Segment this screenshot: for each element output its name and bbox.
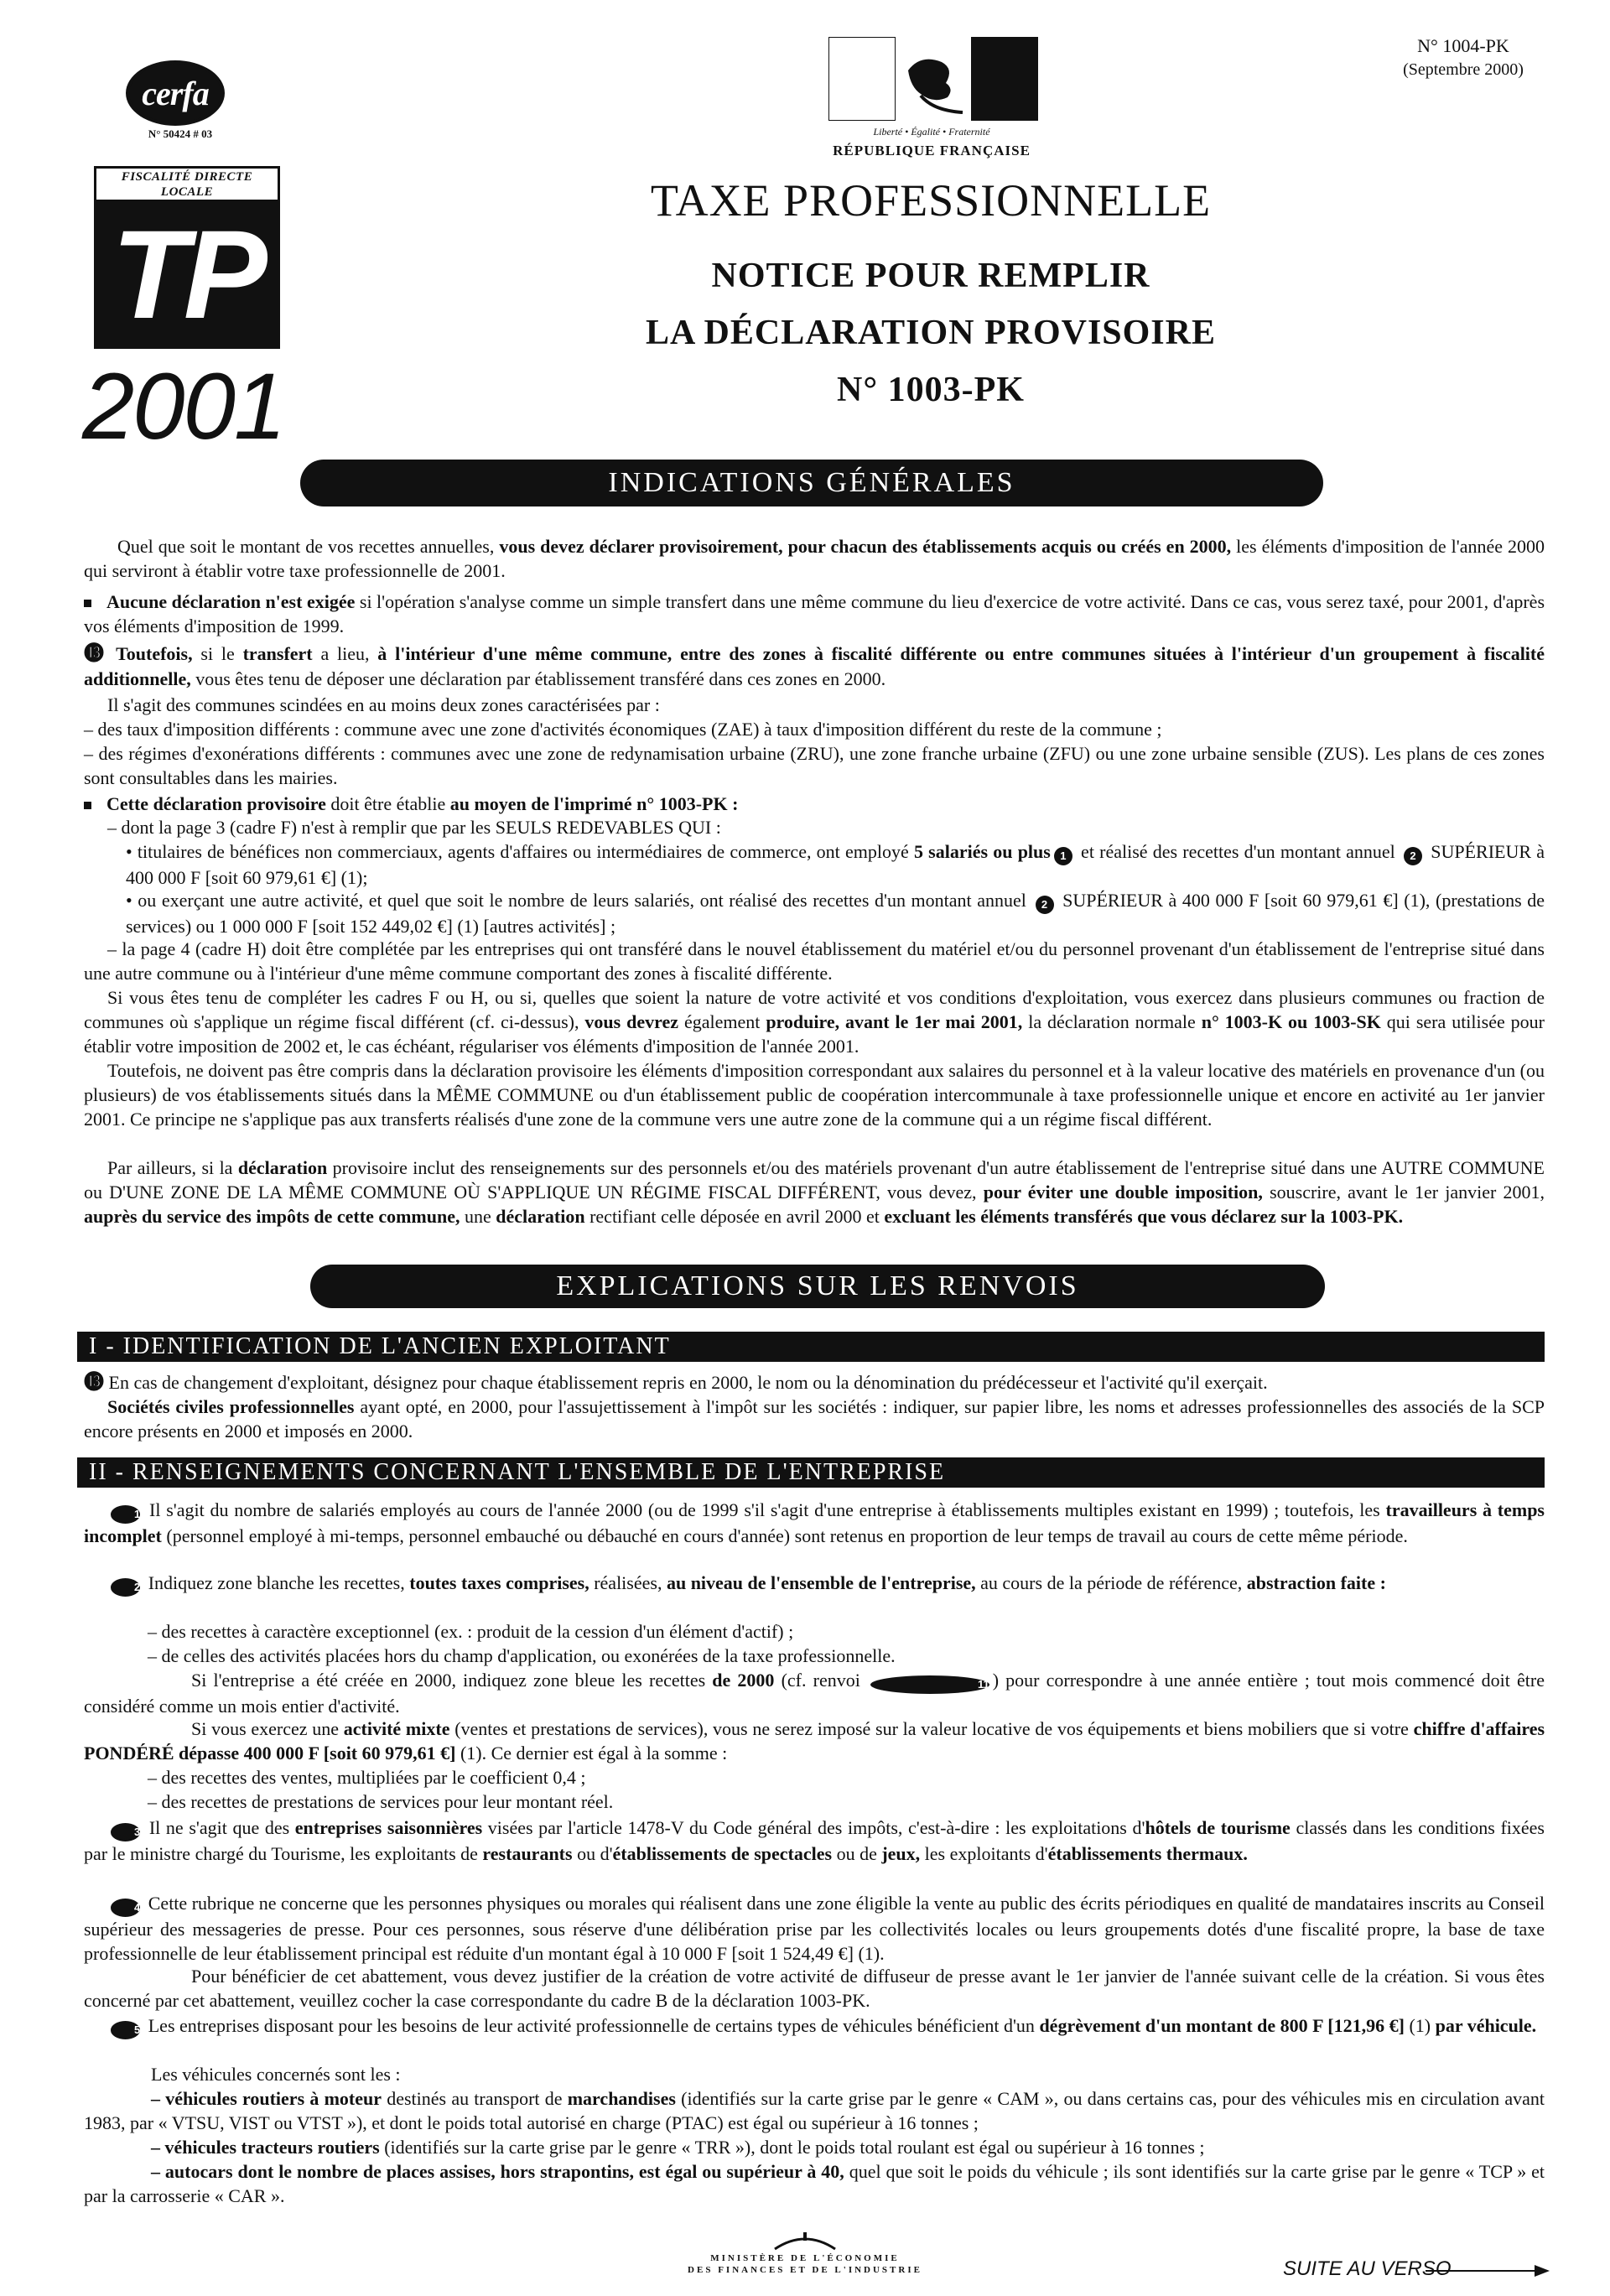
arrow-right-icon: [1426, 2264, 1550, 2278]
general-paragraph-7: Cette déclaration provisoire doit être établie au moyen de l'imprimé n° 1003-PK :: [84, 792, 1545, 816]
renvoi-2-icon: 2: [1404, 847, 1422, 865]
general-paragraph-11: – la page 4 (cadre H) doit être complétée par les entreprises qui ont transféré dans le nouvel établissement du matériel et/ou du personnel provenant d'un établissement de l'entreprise situé dans une autre commune ou à l'intérieur d'une même commune comportant des zones à fiscalité différente.: [84, 938, 1545, 984]
renvois-banner: EXPLICATIONS SUR LES RENVOIS: [310, 1265, 1325, 1308]
form-date: (Septembre 2000): [1403, 60, 1524, 79]
tax-year: 2001: [82, 354, 285, 459]
subtitle-line-3: N° 1003-PK: [837, 371, 1025, 409]
ministry-name: [654, 2252, 956, 2276]
general-paragraph-3: ⓭ Toutefois, si le transfert a lieu, à l'intérieur d'une même commune, entre des zones à fiscalité différente ou entre communes situées à l'intérieur d'un groupement à fiscalité additionnelle, vous êtes tenu de déposer une déclaration par établissement transféré dans ces zones en 2000.: [84, 643, 1545, 689]
renvoi-5-icon: 5: [111, 2021, 140, 2039]
square-bullet-icon: [84, 793, 106, 814]
section-i-paragraph-1: ⓭ En cas de changement d'exploitant, désignez pour chaque établissement repris en 2000, le nom ou la dénomination du prédécesseur et l'activité qu'il exerçait.: [84, 1372, 1268, 1394]
section-i-header: I - IDENTIFICATION DE L'ANCIEN EXPLOITANT: [77, 1332, 1545, 1362]
ministry-emblem-icon: [771, 2232, 839, 2251]
general-paragraph-14: Par ailleurs, si la déclaration provisoire inclut des renseignements sur des personnels et/ou des matériels provenant d'un autre établissement de l'entreprise situé dans une AUTRE COMMUNE ou D'UNE ZONE DE LA MÊME COMMUNE OÙ S'APPLIQUE UN RÉGIME FISCAL DIFFÉRENT, vous devez, pour éviter une double imposition, souscrire, avant le 1er janvier 2001, auprès du service des impôts de cette commune, une déclaration rectifiant celle déposée en avril 2000 et excluant les éléments transférés que vous déclarez sur la 1003-PK.: [84, 1157, 1545, 1227]
square-bullet-icon: [84, 591, 106, 612]
general-paragraph-5: – des taux d'imposition différents : commune avec une zone d'activités économiques (ZAE) à taux d'imposition différent du reste de la commune ;: [84, 719, 1162, 740]
renvoi-2-paragraph: 2 Indiquez zone blanche les recettes, toutes taxes comprises, réalisées, au niveau de l'ensemble de l'entreprise, au cours de la période de référence, abstraction faite :: [84, 1571, 1545, 1597]
general-banner: INDICATIONS GÉNÉRALES: [300, 460, 1323, 506]
renvoi-3-paragraph: 3 Il ne s'agit que des entreprises saisonnières visées par l'article 1478-V du Code général des impôts, c'est-à-dire : les exploitations d'hôtels de tourisme classés dans les conditions fixées par le ministre chargé du Tourisme, les exploitants de restaurants ou d'établissements de spectacles ou de jeux, les exploitants d'établissements thermaux.: [84, 1817, 1545, 1864]
renvoi-4-paragraph: 4 Cette rubrique ne concerne que les personnes physiques ou morales qui réalisent dans une zone éligible la vente au public des écrits périodiques en qualité de mandataires inscrits au Conseil supérieur des messageries de presse. Pour ces personnes, sous réserve d'une délibération prise par les collectivités locales ou leurs groupements dotés d'une fiscalité propre, la base de taxe professionnelle de leur établissement principal est réduite d'un montant égal à 10 000 F [soit 1 524,49 €] (1).: [84, 1893, 1545, 1964]
marianne-logo-icon: [828, 37, 1038, 121]
renvoi-5-vehicle-type-2: – véhicules tracteurs routiers (identifiés sur la carte grise par le genre « TRR »), dont le poids total roulant est égal ou supérieur à 16 tonnes ;: [151, 2137, 1205, 2158]
general-paragraph-13: Toutefois, ne doivent pas être compris dans la déclaration provisoire les éléments d'imposition correspondant aux salaires du personnel et à la valeur locative des matériels en provenance d'un (ou plusieurs) de vos établissements situés dans la MÊME COMMUNE ou d'un établissement public de coopération intercommunale à taxe professionnelle unique et encore en activité au 1er janvier 2001. Ce principe ne s'applique pas aux transferts réalisés d'une zone de la commune vers une autre zone de la commune qui a un régime fiscal différent.: [84, 1060, 1545, 1130]
tp-block: [94, 200, 280, 349]
renvoi-1-icon: 1: [111, 1505, 140, 1524]
renvoi-3-icon: 3: [111, 1823, 140, 1841]
renvoi-5-vehicle-type-1: – véhicules routiers à moteur destinés au transport de marchandises (identifiés sur la carte grise par le genre « CAM », ou dans certains cas, pour des véhicules mis en circulation avant 1983, par « VTSU, VIST ou VTST »), et dont le poids total autorisé en charge (PTAC) est égal ou supérieur à 16 tonnes ;: [84, 2088, 1545, 2133]
cerfa-logo-text: cerfa: [142, 74, 209, 112]
renvoi-11-icon: 11: [870, 1675, 989, 1694]
republique-francaise: RÉPUBLIQUE FRANÇAISE: [833, 143, 1031, 158]
cerfa-logo: [126, 60, 225, 126]
ministry-line-2: DES FINANCES ET DE L'INDUSTRIE: [688, 2265, 922, 2275]
renvoi-2-icon: 2: [111, 1578, 140, 1597]
general-paragraph-10: • ou exerçant une autre activité, et quel que soit le nombre de leurs salariés, ont réalisé des recettes d'un montant annuel 2 SUPÉRIEUR à 400 000 F [soit 60 979,61 €] (1), (prestations de services) ou 1 000 000 F [soit 152 449,02 €] (1) [autres activités] ;: [126, 890, 1545, 937]
renvoi-5-paragraph: 5 Les entreprises disposant pour les besoins de leur activité professionnelle de certains types de véhicules bénéficient d'un dégrèvement d'un montant de 800 F [121,96 €] (1) par véhicule.: [84, 2013, 1545, 2039]
tp-label: TP: [112, 203, 262, 345]
subtitle-line-1: NOTICE POUR REMPLIR: [711, 257, 1150, 295]
page-title: TAXE PROFESSIONNELLE: [650, 175, 1212, 226]
renvoi-2-sum-item-1: – des recettes des ventes, multipliées par le coefficient 0,4 ;: [148, 1767, 586, 1788]
renvoi-1-paragraph: 1 Il s'agit du nombre de salariés employés au cours de l'année 2000 (ou de 1999 s'il s'agit d'une entreprise à établissements multiples existant en 1999) ; toutefois, les travailleurs à temps incomplet (personnel employé à mi-temps, personnel embauché ou débauché en cours d'année) sont retenus en proportion de leur temps de travail au cours de cette même période.: [84, 1499, 1545, 1546]
renvoi-13-marker: ⓭: [84, 1372, 104, 1394]
renvoi-2-sum-item-2: – des recettes de prestations de services pour leur montant réel.: [148, 1791, 614, 1812]
renvoi-13-marker: ⓭: [84, 643, 108, 665]
general-paragraph-2: Aucune déclaration n'est exigée si l'opération s'analyse comme un simple transfert dans une même commune du lieu d'exercice de votre activité. Dans ce cas, vous serez taxé, pour 2001, d'après vos éléments d'imposition de 1999.: [84, 591, 1545, 636]
renvoi-1-icon: 1: [1054, 847, 1072, 865]
renvoi-2-icon: 2: [1036, 896, 1054, 914]
general-paragraph-4: Il s'agit des communes scindées en au moins deux zones caractérisées par :: [107, 694, 660, 715]
cerfa-number: N° 50424 # 03: [148, 127, 213, 140]
ministry-line-1: MINISTÈRE DE L'ÉCONOMIE: [710, 2253, 900, 2263]
renvoi-2-mixed-activity: Si vous exercez une activité mixte (ventes et prestations de services), vous ne serez imposé sur la valeur locative de vos équipements et biens mobiliers que si votre chiffre d'affaires PONDÉRÉ dépasse 400 000 F [soit 60 979,61 €] (1). Ce dernier est égal à la somme :: [84, 1718, 1545, 1764]
general-paragraph-12: Si vous êtes tenu de compléter les cadres F ou H, ou si, quelles que soient la nature de votre activité et vos conditions d'exploitation, vous exercez dans plusieurs communes ou fraction de communes où s'applique un régime fiscal différent (cf. ci-dessus), vous devrez également produire, avant le 1er mai 2001, la déclaration normale n° 1003-K ou 1003-SK qui sera utilisée pour établir votre imposition de 2002 et, le cas échéant, régulariser vos éléments d'imposition de l'année 2001.: [84, 987, 1545, 1057]
general-paragraph-1: Quel que soit le montant de vos recettes annuelles, vous devez déclarer provisoirement, pour chacun des établissements acquis ou créés en 2000, les éléments d'imposition de l'année 2000 qui serviront à établir votre taxe professionnelle de 2001.: [84, 536, 1545, 581]
renvoi-2-creation-note: Si l'entreprise a été créée en 2000, indiquez zone bleue les recettes de 2000 (cf. renvoi 11 ) pour correspondre à une année entière ; tout mois commencé doit être considéré comme un mois entier d'activité.: [84, 1670, 1545, 1717]
renvoi-4-icon: 4: [111, 1899, 140, 1917]
renvoi-5-vehicles-intro: Les véhicules concernés sont les :: [151, 2064, 401, 2085]
renvoi-2-item-2: – de celles des activités placées hors du champ d'application, ou exonérées de la taxe professionnelle.: [148, 1645, 896, 1666]
general-paragraph-8: – dont la page 3 (cadre F) n'est à remplir que par les SEULS REDEVABLES QUI :: [107, 817, 721, 838]
renvoi-2-item-1: – des recettes à caractère exceptionnel (ex. : produit de la cession d'un élément d'actif) ;: [148, 1621, 794, 1642]
general-paragraph-9: • titulaires de bénéfices non commerciaux, agents d'affaires ou intermédiaires de commerce, ont employé 5 salariés ou plus 1 et réalisé des recettes d'un montant annuel 2 SUPÉRIEUR à 400 000 F [soit 60 979,61 €] (1);: [126, 841, 1545, 888]
renvoi-4-abatement-note: Pour bénéficier de cet abattement, vous devez justifier de la création de votre activité de diffuseur de presse avant le 1er janvier de l'année suivant celle de la création. Si vous êtes concerné par cet abattement, veuillez cocher la case correspondante du cadre B de la déclaration 1003-PK.: [84, 1966, 1545, 2011]
form-number: N° 1004-PK: [1417, 35, 1509, 56]
section-i-paragraph-2: Sociétés civiles professionnelles ayant opté, en 2000, pour l'assujettissement à l'impôt sur les sociétés : indiquer, sur papier libre, les noms et adresses professionnelles des associés de la SCP encore présents en 2000 et imposés en 2000.: [84, 1396, 1545, 1441]
subtitle-line-2: LA DÉCLARATION PROVISOIRE: [646, 314, 1216, 352]
renvoi-5-vehicle-type-3: – autocars dont le nombre de places assises, hors strapontins, est égal ou supérieur à 40, quel que soit le poids du véhicule ; ils sont identifiés sur la carte grise par le genre « TCP » et par la carrosserie « CAR ».: [84, 2161, 1545, 2206]
general-paragraph-6: – des régimes d'exonérations différents : communes avec une zone de redynamisation urbaine (ZRU), une zone franche urbaine (ZFU) ou une zone urbaine sensible (ZUS). Les plans de ces zones sont consultables dans les mairies.: [84, 743, 1545, 788]
fiscalite-label: FISCALITÉ DIRECTE LOCALE: [94, 166, 280, 200]
republic-motto: Liberté • Égalité • Fraternité: [873, 126, 990, 138]
continue-overleaf-label: SUITE AU VERSO: [1283, 2257, 1452, 2280]
section-ii-header: II - RENSEIGNEMENTS CONCERNANT L'ENSEMBLE DE L'ENTREPRISE: [77, 1457, 1545, 1488]
